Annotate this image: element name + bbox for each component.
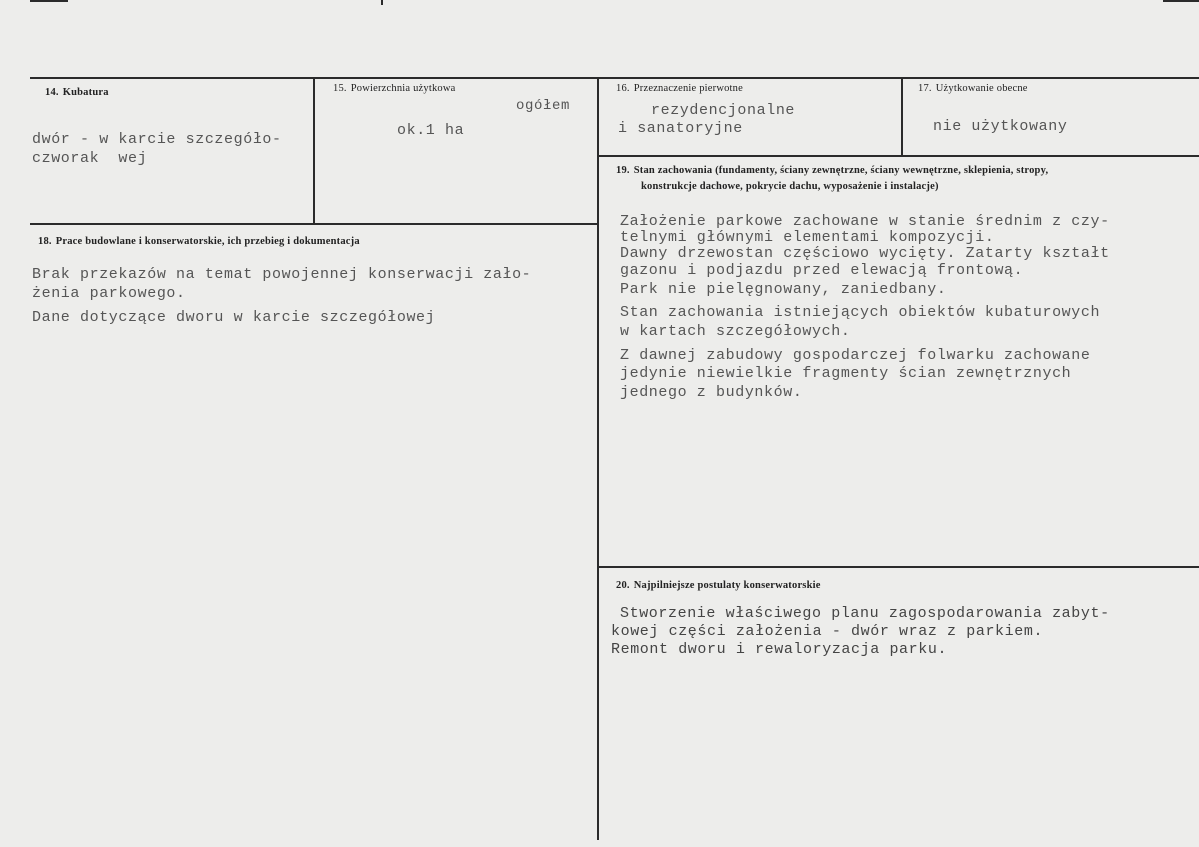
field-20-label-text: Najpilniejsze postulaty konserwatorskie	[633, 580, 821, 591]
field-17-label-text: Użytkowanie obecne	[935, 83, 1028, 94]
divider-19-20	[598, 566, 1199, 568]
field-18-p1-line-2: żenia parkowego.	[32, 285, 186, 302]
field-19-p3-line-3: jednego z budynków.	[620, 384, 803, 401]
field-16-number: 16.	[616, 83, 630, 94]
divider-16-19	[598, 155, 1199, 157]
field-18-label	[38, 236, 360, 247]
field-20-label	[616, 580, 821, 591]
field-20-number: 20.	[616, 580, 630, 591]
field-19-number: 19.	[616, 165, 630, 176]
top-edge-mark-left	[30, 0, 68, 2]
field-18-label-text: Prace budowlane i konserwatorskie, ich przebieg i dokumentacja	[55, 236, 360, 247]
field-16-line-1: rezydencjonalne	[651, 102, 796, 119]
field-14-label	[45, 87, 109, 98]
field-15-label	[333, 83, 456, 94]
field-20-line-1: Stworzenie właściwego planu zagospodarowania zabyt-	[620, 605, 1110, 622]
vertical-rule-16-17	[901, 77, 903, 157]
field-16-label	[616, 83, 743, 94]
field-14-line-2: czworak wej	[32, 150, 148, 167]
field-18-number: 18.	[38, 236, 52, 247]
field-19-label-text-1: Stan zachowania (fundamenty, ściany zewnętrzne, ściany wewnętrzne, sklepienia, stropy,	[633, 165, 1049, 176]
field-15-label-text: Powierzchnia użytkowa	[350, 83, 456, 94]
field-14-label-text: Kubatura	[62, 87, 109, 98]
field-19-p3-line-1: Z dawnej zabudowy gospodarczej folwarku zachowane	[620, 347, 1091, 364]
vertical-rule-14-15	[313, 77, 315, 225]
field-16-label-text: Przeznaczenie pierwotne	[633, 83, 743, 94]
field-14-line-1: dwór - w karcie szczegóło-	[32, 131, 282, 148]
field-19-p1-line-3: Dawny drzewostan częściowo wycięty. Zatarty kształt	[620, 245, 1110, 262]
top-edge-mark-center	[381, 0, 383, 5]
vertical-rule-main	[597, 77, 599, 840]
field-15-sublabel: ogółem	[516, 98, 571, 114]
field-20-line-2: kowej części założenia - dwór wraz z parkiem.	[611, 623, 1044, 640]
field-16-line-2: i sanatoryjne	[618, 120, 743, 137]
field-19-p2-line-2: w kartach szczegółowych.	[620, 323, 851, 340]
field-19-label-line-1	[616, 165, 1048, 176]
field-15-number: 15.	[333, 83, 347, 94]
header-rule	[30, 77, 1199, 79]
field-19-p1-line-2: telnymi głównymi elementami kompozycji.	[620, 229, 995, 246]
field-19-p1-line-1: Założenie parkowe zachowane w stanie średnim z czy-	[620, 213, 1110, 230]
field-18-p1-line-1: Brak przekazów na temat powojennej konserwacji zało-	[32, 266, 532, 283]
field-18-p2-line-1: Dane dotyczące dworu w karcie szczegółowej	[32, 309, 436, 326]
top-edge-mark-right	[1163, 0, 1199, 2]
field-19-label-line-2: konstrukcje dachowe, pokrycie dachu, wyposażenie i instalacje)	[641, 181, 939, 192]
field-20-line-3: Remont dworu i rewaloryzacja parku.	[611, 641, 948, 658]
field-17-label	[918, 83, 1028, 94]
field-19-p2-line-1: Stan zachowania istniejących obiektów kubaturowych	[620, 304, 1101, 321]
field-14-number: 14.	[45, 87, 59, 98]
field-17-value: nie użytkowany	[933, 118, 1068, 135]
field-19-p1-line-5: Park nie pielęgnowany, zaniedbany.	[620, 281, 947, 298]
field-15-value: ok.1 ha	[397, 122, 465, 139]
field-17-number: 17.	[918, 83, 932, 94]
field-19-p3-line-2: jedynie niewielkie fragmenty ścian zewnętrznych	[620, 365, 1072, 382]
field-19-p1-line-4: gazonu i podjazdu przed elewacją frontową.	[620, 262, 1024, 279]
